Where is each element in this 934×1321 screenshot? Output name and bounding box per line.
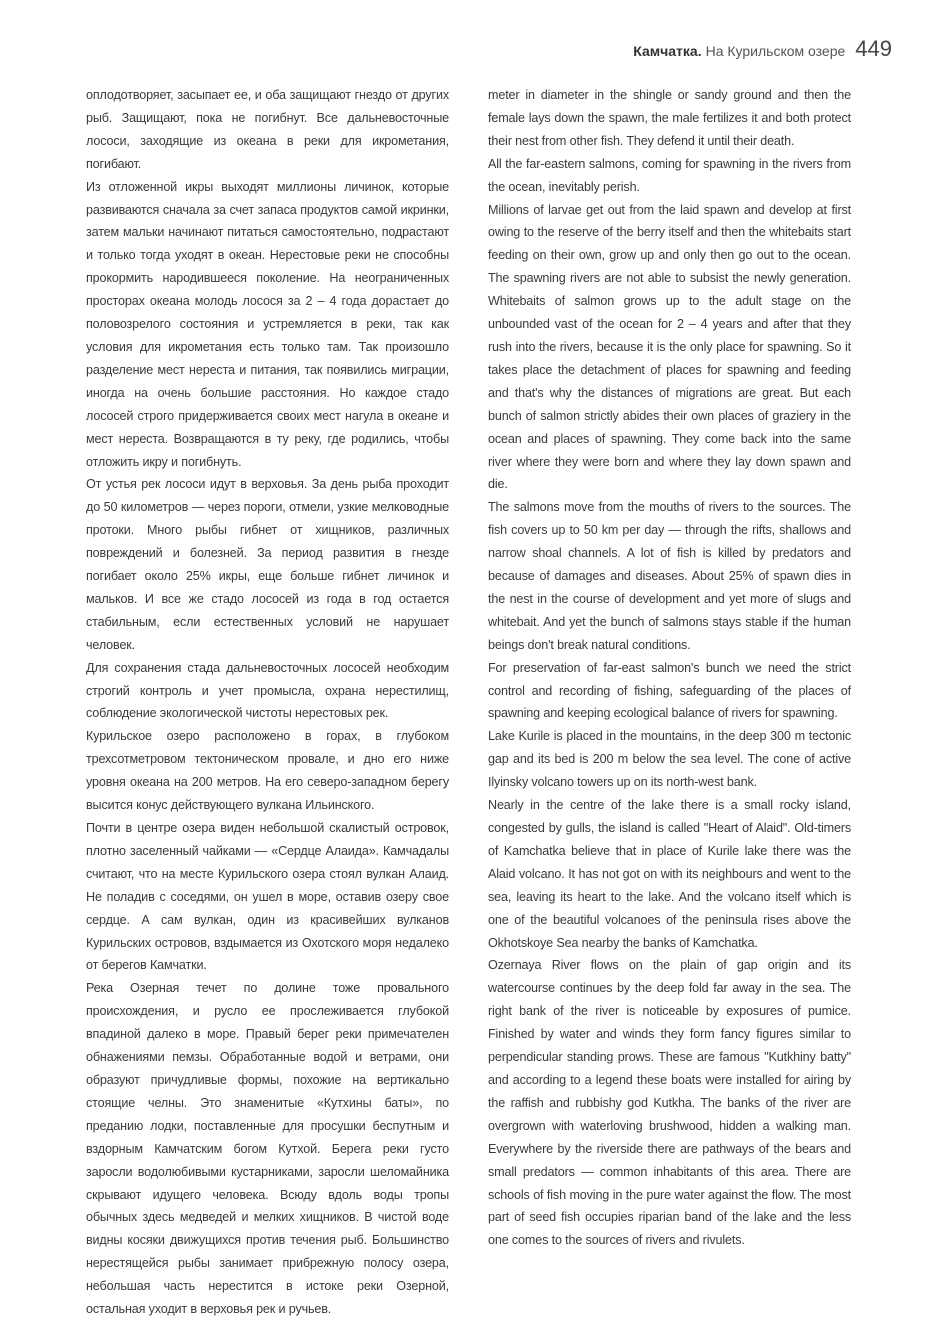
paragraph: Почти в центре озера виден небольшой скалистый островок, плотно заселенный чайками — «Сердце Алаида». Камчадалы считают, что на месте Курильского озера стоял вулкан Алаид. Не поладив с соседями, он ушел в море, оставив озеру свое сердце. А сам вулкан, один из красивейших вулканов Курильских островов, вздымается из Охотского моря недалеко от берегов Камчатки.: [86, 821, 449, 973]
paragraph: оплодотворяет, засыпает ее, и оба защищают гнездо от других рыб. Защищают, пока не погибнут. Все дальневосточные лососи, заходящие из океана в реки для икрометания, погибают.: [86, 88, 449, 171]
paragraph: For preservation of far-east salmon's bunch we need the strict control and recording of fishing, safeguarding of the places of spawning and keeping ecological balance of rivers for spawning.: [488, 660, 851, 721]
paragraph: meter in diameter in the shingle or sandy ground and then the female lays down the spawn, the male fertilizes it and both protect their nest from other fish. They defend it until their death.: [488, 88, 851, 148]
header-subsection: На Курильском озере: [705, 43, 846, 59]
russian-text-column: [86, 84, 449, 1321]
paragraph: Река Озерная течет по долине тоже провального происхождения, и русло ее прослеживается глубокой впадиной далеко в море. Правый берег реки примечателен обнажениями пемзы. Обработанные водой и ветрами, они образуют причудливые формы, похожие на вертикально стоящие челны. Это знаменитые «Кутхины баты», по преданию лодки, поставленные для просушки беспутным и вздорным Камчатским богом Кутхой. Берега реки густо заросли водолюбивыми кустарниками, заросли шеломайника скрывают идущего человека. Всюду вдоль воды тропы обычных здесь медведей и мелких хищников. В чистой воде видны косяки движущихся против течения рыб. Большинство нерестящейся рыбы занимает прибрежную полосу озера, небольшая часть нерестится в истоке реки Озерной, остальная уходит в верховья рек и ручьев.: [86, 981, 449, 1317]
paragraph: Nearly in the centre of the lake there is a small rocky island, congested by gulls, the island is called "Heart of Alaid". Old-timers of Kamchatka believe that in place of Kurile lake there was the Alaid volcano. It has not got on with its neighbours and went to the sea, leaving its heart to the lake. And the volcano itself which is one of the beautiful volcanoes of the peninsula rises above the Okhotskoye Sea nearby the banks of Kamchatka.: [488, 798, 851, 950]
header-section: Камчатка.: [633, 43, 702, 59]
paragraph: Ozernaya River flows on the plain of gap origin and its watercourse continues by the deep fold far away in the sea. The right bank of the river is noticeable by exposures of pumice. Finished by water and winds they form fancy figures similar to perpendicular standing prows. These are famous "Kutkhiny batty" and according to a legend these boats were installed for airing by the raffish and rubbishy god Kutkha. The banks of the river are overgrown with waterloving brushwood, hidden a walking man. Everywhere by the riverside there are pathways of the bears and small predators — common inhabitants of this area. There are schools of fish moving in the pure water against the flow. The most part of seed fish occupies riparian band of the lake and the less one comes to the sources of rivers and rivulets.: [488, 958, 851, 1248]
paragraph: От устья рек лососи идут в верховья. За день рыба проходит до 50 километров — через пороги, отмели, узкие мелководные протоки. Много рыбы гибнет от хищников, различных повреждений и болезней. За период развития в гнезде погибает около 25% икры, еще больше гибнет личинок и мальков. И все же стадо лососей из года в год остается стабильным, если естественных условий не нарушает человек.: [86, 477, 449, 652]
english-text-column: [488, 84, 851, 1252]
page-number: 449: [855, 36, 892, 61]
paragraph: Из отложенной икры выходят миллионы личинок, которые развиваются сначала за счет запаса продуктов самой икринки, затем мальки начинают питаться самостоятельно, подрастают и только тогда уходят в океан. Нерестовые реки не способны прокормить народившееся поколение. На неограниченных просторах океана молодь лосося за 2 – 4 года дорастает до половозрелого состояния и устремляется в реки, так как условия для икрометания есть только там. Так произошло разделение мест нереста и питания, так появились миграции, иногда на очень большие расстояния. Но каждое стадо лососей строго придерживается своих мест нагула в океане и мест нереста. Возвращаются в ту реку, где родились, чтобы отложить икру и погибнуть.: [86, 179, 449, 469]
paragraph: Lake Kurile is placed in the mountains, in the deep 300 m tectonic gap and its bed is 200 m below the sea level. The cone of active Ilyinsky volcano towers up on its north-west bank.: [488, 729, 851, 790]
paragraph: Для сохранения стада дальневосточных лососей необходим строгий контроль и учет промысла, охрана нерестилищ, соблюдение экологической чистоты нерестовых рек.: [86, 660, 449, 721]
paragraph: Millions of larvae get out from the laid spawn and develop at first owing to the reserve of the berry itself and then the whitebaits start feeding on their own, grow up and only then go out to the ocean. The spawning rivers are not able to subsist the newly generation. Whitebaits of salmon grows up to the adult stage on the unbounded vast of the ocean for 2 – 4 years and after that they rush into the rivers, because it is the only place for spawning. So it takes place the detachment of places for spawning and feeding and that's why the distances of migrations are great. But each bunch of salmon strictly abides their own places of graziery in the ocean and places of spawning. They come back into the same river where they were born and where they lay down spawn and die.: [488, 202, 851, 492]
paragraph: Курильское озеро расположено в горах, в глубоком трехсотметровом тектоническом провале, и дно его ниже уровня океана на 200 метров. На его северо-западном берегу высится конус действующего вулкана Ильинского.: [86, 729, 449, 813]
paragraph: The salmons move from the mouths of rivers to the sources. The fish covers up to 50 km per day — through the rifts, shallows and narrow shoal channels. A lot of fish is killed by predators and because of damages and diseases. About 25% of spawn dies in the nest in the course of development and yet more of slugs and whitebait. And yet the bunch of salmons stays stable if the human beings don't break natural conditions.: [488, 500, 851, 652]
running-header: [633, 36, 892, 66]
paragraph: All the far-eastern salmons, coming for spawning in the rivers from the ocean, inevitably perish.: [488, 156, 851, 194]
